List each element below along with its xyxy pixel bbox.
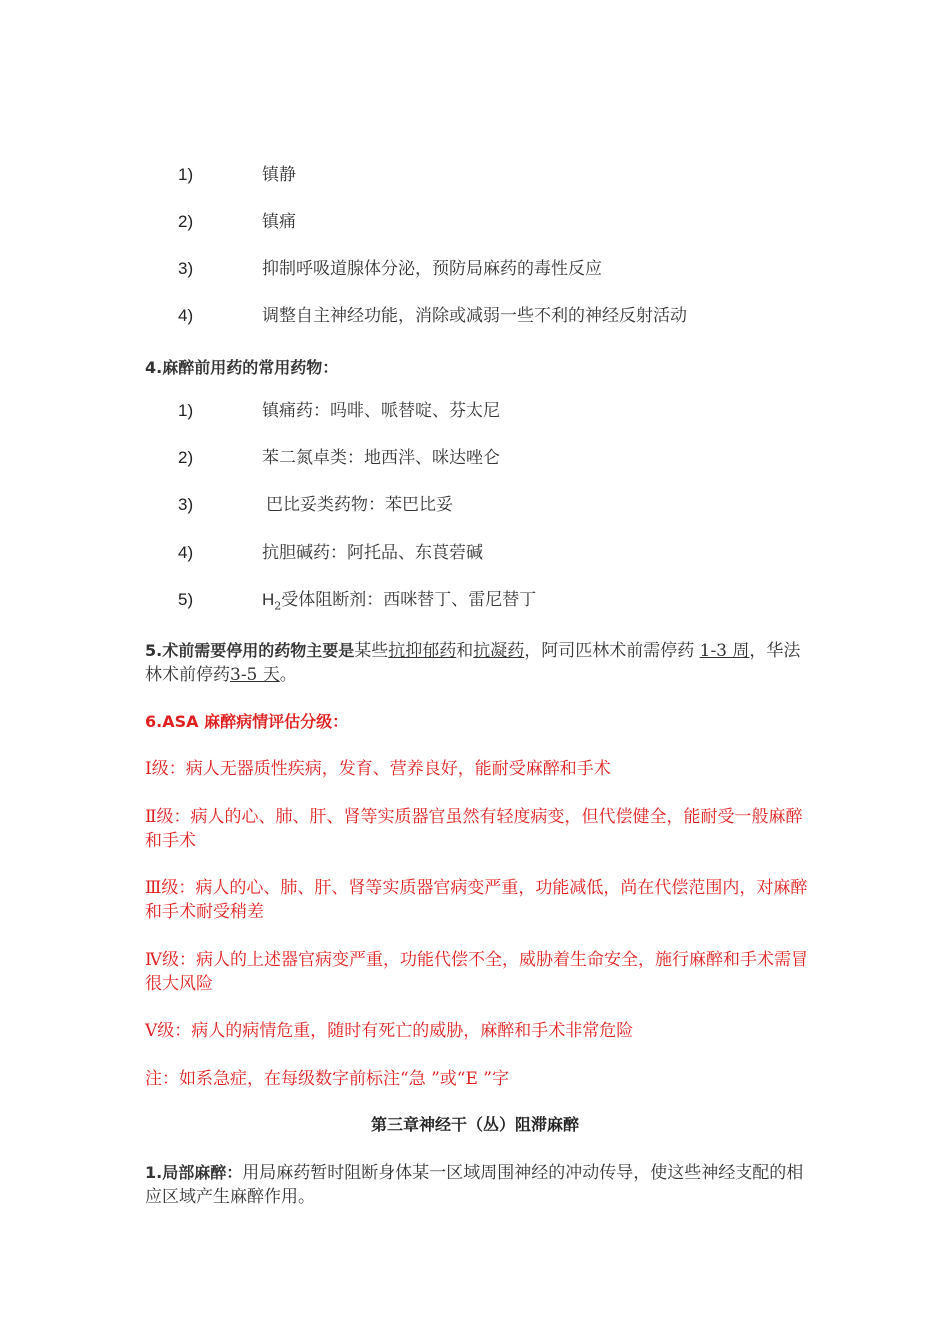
list-a-num-3: 3)	[178, 259, 194, 278]
asa-grade-2: Ⅱ级：病人的心、肺、肝、肾等实质器官虽然有轻度病变，但代偿健全，能耐受一般麻醉和手术	[145, 807, 803, 851]
warfarin-stop-period: 3-5 天	[230, 665, 280, 685]
aspirin-stop-period: 1-3 周	[699, 641, 750, 661]
list-a-item-4: 调整自主神经功能，消除或减弱一些不利的神经反射活动	[262, 306, 687, 326]
local-anesthesia-definition	[145, 1161, 810, 1209]
list-a-item-2: 镇痛	[262, 212, 296, 232]
h2-symbol: H	[262, 590, 275, 609]
anticoagulant-term: 抗凝药	[473, 641, 525, 661]
section-5-text-4: ，华法林术前停药	[145, 641, 801, 685]
local-anesthesia-text: 用局麻药暂时阻断身体某一区域周围神经的冲动传导，使这些神经支配的相应区域产生麻醉作用。	[145, 1163, 804, 1207]
list-b-num-5: 5)	[178, 590, 194, 609]
list-b-num-1: 1)	[178, 401, 194, 420]
local-anesthesia-term: 1.局部麻醉：	[145, 1163, 243, 1182]
antidepressant-term: 抗抑郁药	[388, 641, 457, 661]
list-b-num-3: 3)	[178, 495, 194, 514]
list-a-item-3: 抑制呼吸道腺体分泌，预防局麻药的毒性反应	[262, 259, 602, 279]
list-b-item-2: 苯二氮卓类：地西泮、咪达唑仑	[262, 448, 500, 468]
list-a-num-2: 2)	[178, 212, 194, 231]
section-5-text-3: ，阿司匹林术前需停药	[524, 641, 700, 661]
section-5-text-1: 某些	[354, 641, 389, 661]
section-5-text-2: 和	[456, 641, 474, 661]
asa-emergency-note: 注：如系急症，在每级数字前标注“急 ”或“E ”字	[145, 1069, 509, 1089]
list-b-item-5	[262, 589, 536, 617]
section-5-paragraph	[145, 639, 810, 687]
asa-grade-4: Ⅳ级：病人的上述器官病变严重，功能代偿不全，威胁着生命安全，施行麻醉和手术需冒很大风险	[145, 950, 808, 994]
list-b-item-4: 抗胆碱药：阿托品、东莨菪碱	[262, 543, 483, 563]
asa-grade-3: Ⅲ级：病人的心、肺、肝、肾等实质器官病变严重，功能减低，尚在代偿范围内，对麻醉和手术耐受稍差	[145, 878, 808, 922]
section-4-heading: 4.麻醉前用药的常用药物：	[145, 358, 339, 377]
asa-grade-1: Ⅰ级：病人无器质性疾病，发育、营养良好，能耐受麻醉和手术	[145, 759, 611, 779]
list-b-item-5-text: 受体阻断剂：西咪替丁、雷尼替丁	[281, 590, 537, 610]
list-a-num-4: 4)	[178, 306, 194, 325]
list-b-num-4: 4)	[178, 543, 194, 562]
asa-grade-5: Ⅴ级：病人的病情危重，随时有死亡的威胁，麻醉和手术非常危险	[145, 1021, 634, 1041]
list-b-item-1: 镇痛药：吗啡、哌替啶、芬太尼	[262, 401, 500, 421]
list-b-num-2: 2)	[178, 448, 194, 467]
section-5-lead: 5.术前需要停用的药物主要是	[145, 641, 355, 660]
chapter-3-title: 第三章神经干（丛）阻滞麻醉	[370, 1115, 579, 1134]
list-a-num-1: 1)	[178, 165, 194, 184]
list-b-item-3: 巴比妥类药物：苯巴比妥	[266, 495, 453, 515]
section-5-text-5: 。	[279, 665, 297, 685]
section-6-heading: 6.ASA 麻醉病情评估分级：	[145, 712, 349, 731]
h2-subscript: 2	[274, 599, 282, 613]
list-a-item-1: 镇静	[262, 165, 296, 185]
